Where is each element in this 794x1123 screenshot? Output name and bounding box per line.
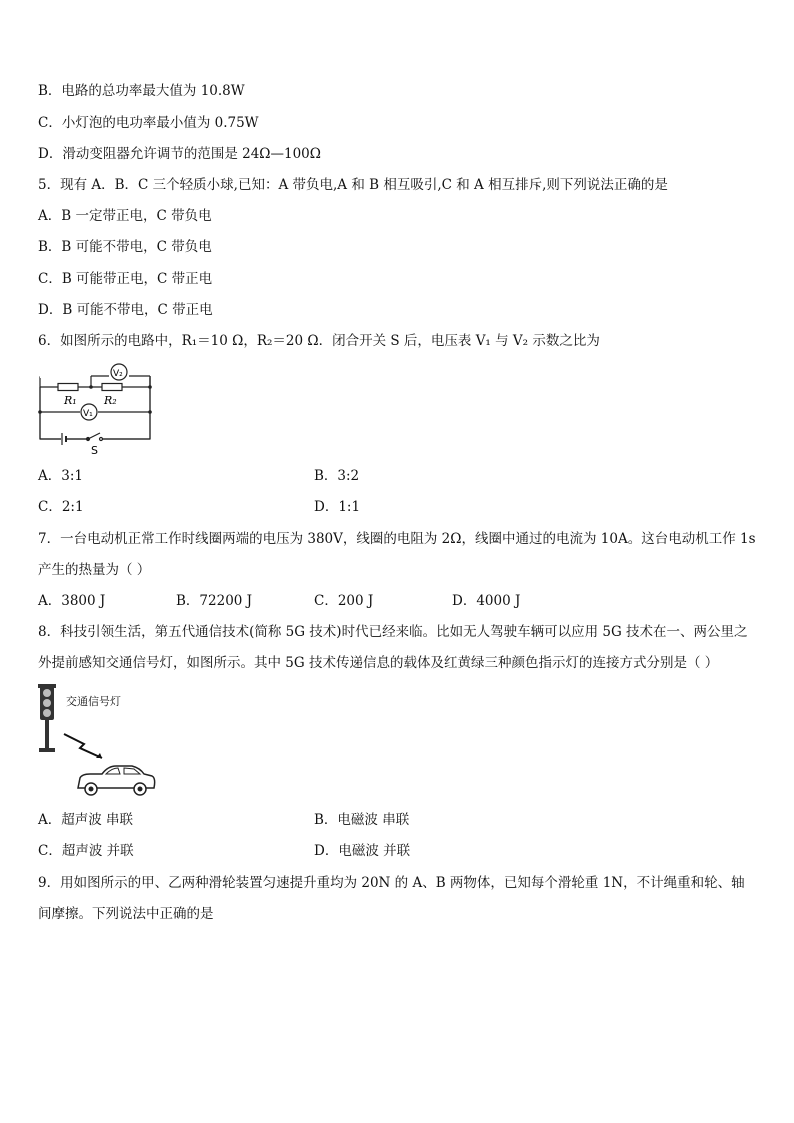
r2-label: R₂ [104,394,117,407]
q6-option-a: A．3:1 [38,468,83,484]
switch-symbol [86,433,103,441]
resistor-r1 [58,384,78,391]
q4-option-d: D．滑动变阻器允许调节的范围是 24Ω—100Ω [38,146,321,162]
q7-option-a: A．3800 J [38,593,106,609]
yellow-light-icon [43,699,51,707]
q8-stem-line1: 8．科技引领生活，第五代通信技术(简称 5G 技术)时代已经来临。比如无人驾驶车辆可以应用 5G 技术在一、两公里之 [38,624,748,640]
r1-label: R₁ [64,394,77,407]
q7-option-b: B．72200 J [176,593,253,609]
traffic-light-svg [36,682,158,802]
q5-option-a: A．B 一定带正电，C 带负电 [38,208,212,224]
q5-option-d: D．B 可能不带电，C 带正电 [38,302,213,318]
q9-stem-line1: 9．用如图所示的甲、乙两种滑轮装置匀速提升重均为 20N 的 A、B 两物体，已知每个滑轮重 1N，不计绳重和轮、轴 [38,875,745,891]
q8-option-b: B．电磁波 串联 [314,812,410,828]
traffic-light-pole [45,720,49,750]
battery-symbol [62,433,66,445]
q5-option-c: C．B 可能带正电，C 带正电 [38,271,213,287]
circuit-diagram [36,362,156,458]
q6-option-b: B．3:2 [314,468,360,484]
v1-label: V₁ [83,409,93,419]
q8-option-a: A．超声波 串联 [38,812,134,828]
traffic-light-figure [36,682,158,802]
q5-option-b: B．B 可能不带电，C 带负电 [38,239,212,255]
q8-option-d: D．电磁波 并联 [314,843,411,859]
q6-option-d: D．1:1 [314,499,361,515]
q7-stem-line2: 产生的热量为（ ） [38,562,151,578]
q8-stem-line2: 外提前感知交通信号灯，如图所示。其中 5G 技术传递信息的载体及红黄绿三种颜色指示灯的连接方式分别是（ ） [38,655,719,671]
q7-option-c: C．200 J [314,593,374,609]
q9-stem-line2: 间摩擦。下列说法中正确的是 [38,906,214,922]
switch-label: S [91,444,98,457]
signal-wave-icon [64,734,102,758]
q6-stem: 6．如图所示的电路中，R₁＝10 Ω，R₂＝20 Ω．闭合开关 S 后，电压表 V₁ 与 V₂ 示数之比为 [38,333,600,349]
q7-stem-line1: 7．一台电动机正常工作时线圈两端的电压为 380V，线圈的电阻为 2Ω，线圈中通过的电流为 10A。这台电动机工作 1s [38,531,756,547]
traffic-light-caption: 交通信号灯 [66,695,121,708]
q6-option-c: C．2:1 [38,499,84,515]
q5-stem: 5．现有 A．B．C 三个轻质小球,已知：A 带负电,A 和 B 相互吸引,C 和 A 相互排斥,则下列说法正确的是 [38,177,668,193]
q7-option-d: D．4000 J [452,593,521,609]
red-light-icon [43,689,51,697]
circuit-svg [36,362,156,458]
resistor-r2 [102,384,122,391]
v2-label: V₂ [113,369,123,379]
car-icon [78,766,155,795]
q8-option-c: C．超声波 并联 [38,843,134,859]
q4-option-c: C．小灯泡的电功率最小值为 0.75W [38,115,259,131]
green-light-icon [43,709,51,717]
q4-option-b: B．电路的总功率最大值为 10.8W [38,83,245,99]
